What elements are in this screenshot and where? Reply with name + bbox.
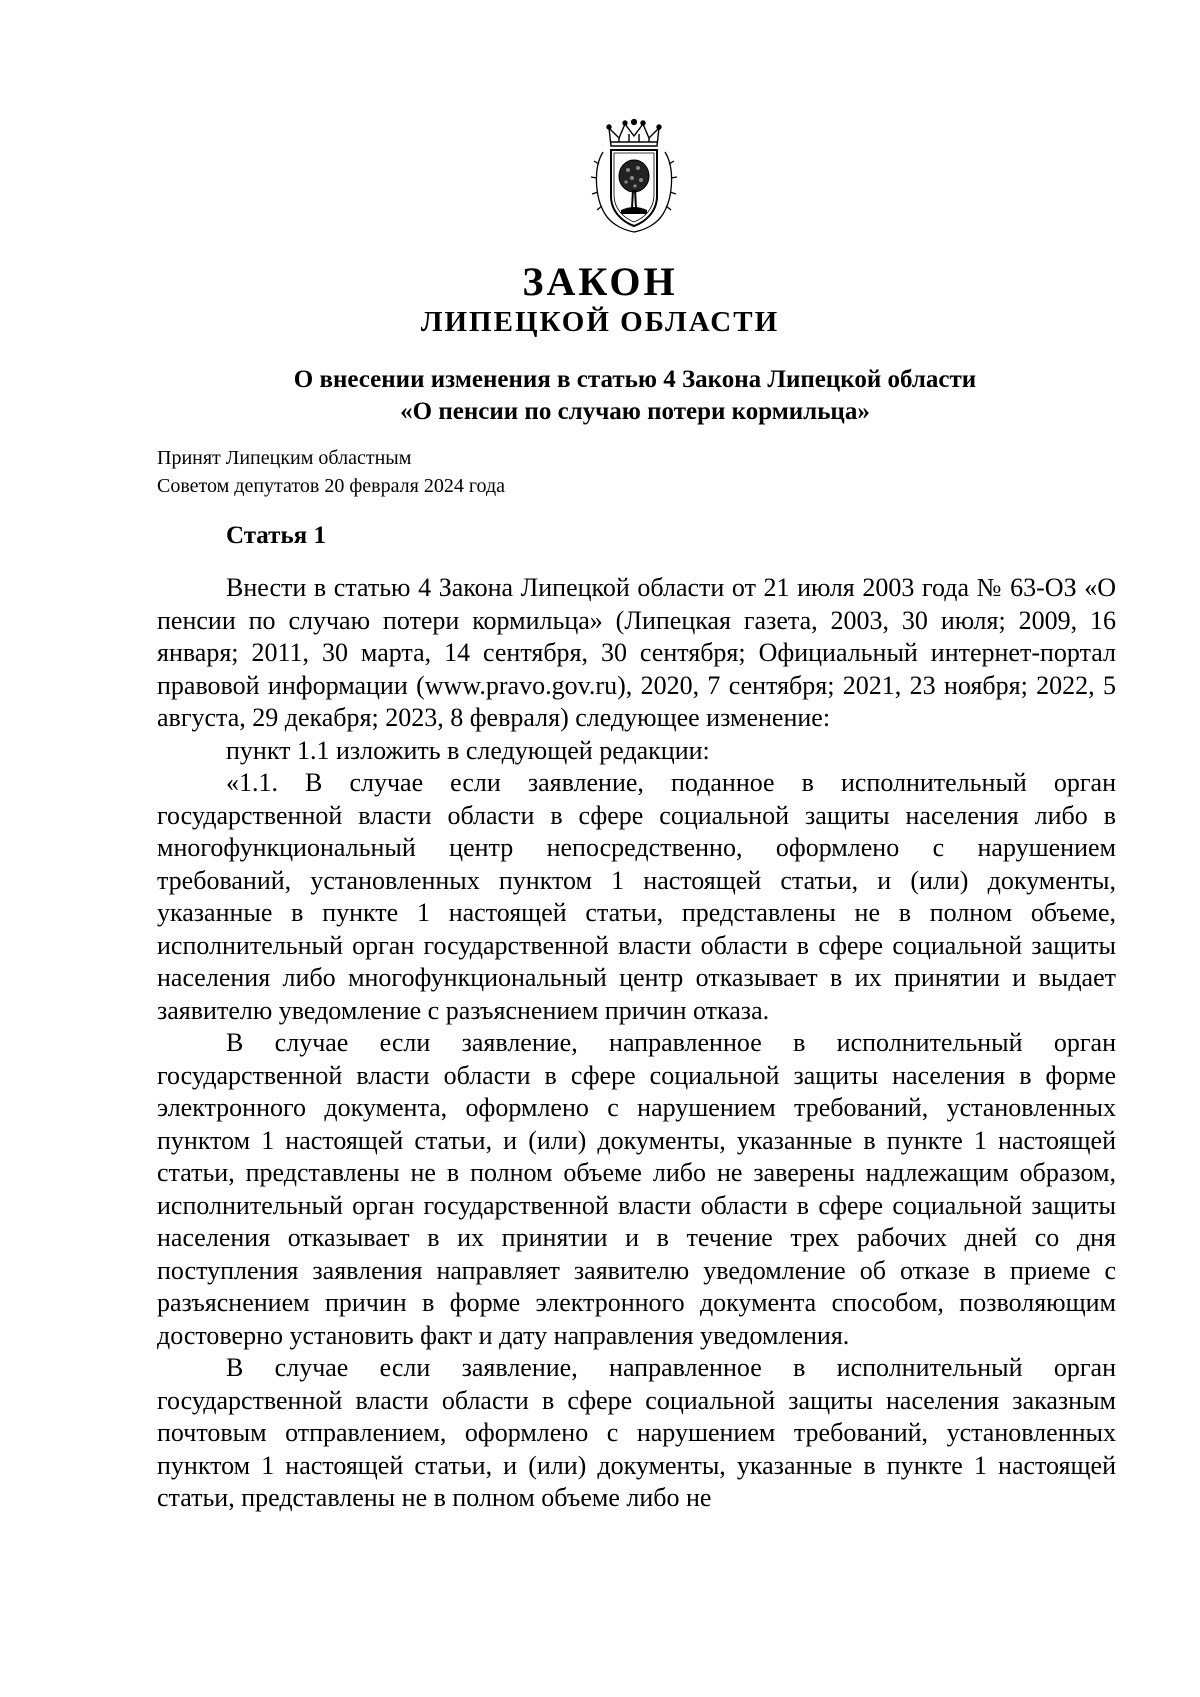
document-subtitle: ЛИПЕЦКОЙ ОБЛАСТИ <box>420 306 780 338</box>
article-paragraph: пункт 1.1 изложить в следующей редакции: <box>226 735 710 765</box>
law-name-line: «О пенсии по случаю потери кормильца» <box>400 398 870 425</box>
article-paragraph: «1.1. В случае если заявление, поданное в исполнительный орган государственной власти области в сфере социальной защиты населения либо в многофункциональный центр непосредственно, оформлено с нарушением требований, установленных пунктом 1 настоящей статьи, и (или) документы, указанные в пункте 1 настоящей статьи, представлены не в полном объеме, исполнительный орган государственной власти области в сфере социальной защиты населения либо многофункциональный центр отказывает в их принятии и выдает заявителю уведомление с разъяснением причин отказа. <box>157 768 1116 1025</box>
adoption-note <box>157 444 505 500</box>
article-body <box>157 572 1116 1515</box>
article-paragraph: В случае если заявление, направленное в исполнительный орган государственной власти области в сфере социальной защиты населения в форме электронного документа, оформлено с нарушением требований, установленных пунктом 1 настоящей статьи, и (или) документы, указанные в пункте 1 настоящей статьи, представлены не в полном объеме либо не заверены надлежащим образом, исполнительный орган государственной власти области в сфере социальной защиты населения отказывает в их принятии и в течение трех рабочих дней со дня поступления заявления направляет заявителю уведомление об отказе в приеме с разъяснением причин в форме электронного документа способом, позволяющим достоверно установить факт и дату направления уведомления. <box>157 1028 1116 1350</box>
article-paragraph: Внести в статью 4 Закона Липецкой области от 21 июля 2003 года № 63-ОЗ «О пенсии по случаю потери кормильца» (Липецкая газета, 2003, 30 июля; 2009, 16 января; 2011, 30 марта, 14 сентября, 30 сентября; Официальный интернет-портал правовой информации (www.pravo.gov.ru), 2020, 7 сентября; 2021, 23 ноября; 2022, 5 августа, 29 декабря; 2023, 8 февраля) следующее изменение: <box>157 573 1116 732</box>
law-name-line: О внесении изменения в статью 4 Закона Липецкой области <box>293 366 977 393</box>
article-paragraph: В случае если заявление, направленное в исполнительный орган государственной власти области в сфере социальной защиты населения заказным почтовым отправлением, оформлено с нарушением требований, установленных пунктом 1 настоящей статьи, и (или) документы, указанные в пункте 1 настоящей статьи, представлены не в полном объеме либо не <box>157 1353 1116 1512</box>
adoption-line: Принят Липецким областным <box>157 447 412 469</box>
coat-of-arms-icon <box>589 118 679 236</box>
article-heading: Статья 1 <box>226 522 326 549</box>
law-name <box>150 364 1120 428</box>
adoption-line: Советом депутатов 20 февраля 2024 года <box>157 475 506 497</box>
document-title: ЗАКОН <box>522 259 678 304</box>
